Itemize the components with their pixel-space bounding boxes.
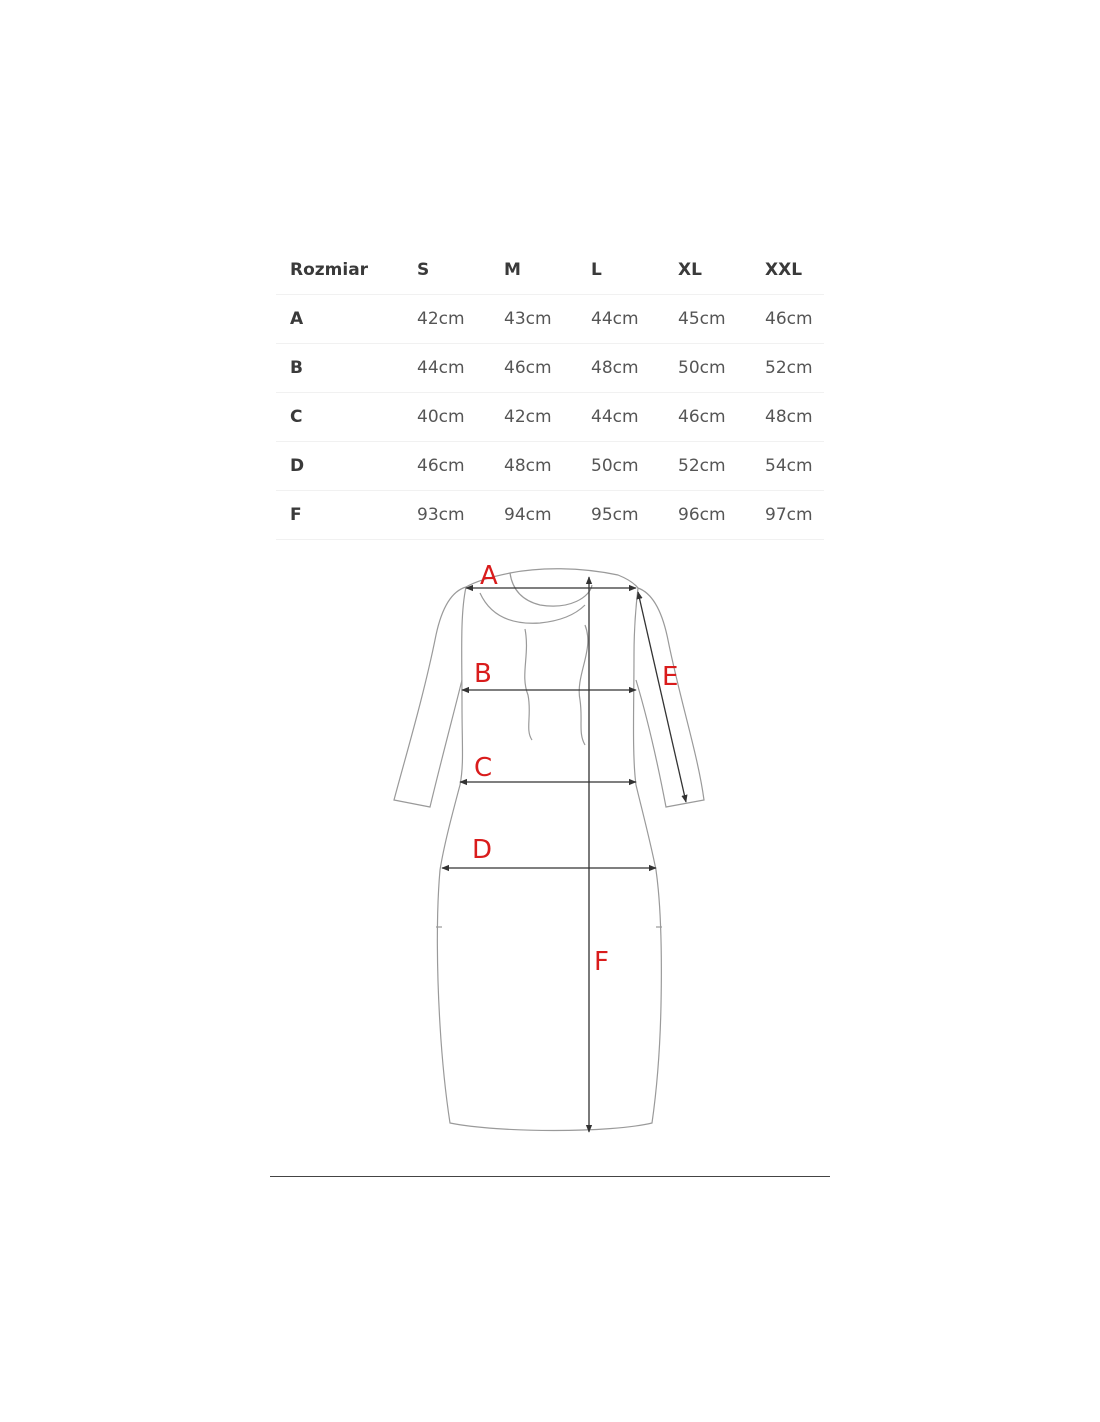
body-outline bbox=[437, 587, 661, 1131]
table-cell: 54cm bbox=[765, 442, 824, 491]
table-cell: 43cm bbox=[504, 295, 591, 344]
header-xl: XL bbox=[678, 246, 765, 295]
table-cell: 48cm bbox=[591, 344, 678, 393]
table-cell: 95cm bbox=[591, 491, 678, 540]
row-label: B bbox=[276, 344, 417, 393]
table-cell: 44cm bbox=[591, 393, 678, 442]
header-s: S bbox=[417, 246, 504, 295]
tie-outline bbox=[525, 629, 532, 740]
label-d: D bbox=[472, 835, 493, 865]
table-cell: 46cm bbox=[678, 393, 765, 442]
table-cell: 46cm bbox=[417, 442, 504, 491]
table-row bbox=[276, 491, 824, 540]
table-cell: 50cm bbox=[678, 344, 765, 393]
table-cell: 94cm bbox=[504, 491, 591, 540]
row-label: A bbox=[276, 295, 417, 344]
table-row bbox=[276, 344, 824, 393]
table-cell: 45cm bbox=[678, 295, 765, 344]
right-sleeve-outline bbox=[636, 588, 704, 807]
collar-fold-outline bbox=[510, 573, 592, 606]
bottom-divider bbox=[270, 1176, 830, 1177]
label-e: E bbox=[662, 662, 679, 692]
table-cell: 93cm bbox=[417, 491, 504, 540]
dress-measurement-diagram bbox=[380, 555, 720, 1145]
header-size: Rozmiar bbox=[276, 246, 417, 295]
arrow-e bbox=[638, 592, 686, 802]
table-row bbox=[276, 442, 824, 491]
table-cell: 44cm bbox=[417, 344, 504, 393]
table-cell: 52cm bbox=[678, 442, 765, 491]
table-cell: 96cm bbox=[678, 491, 765, 540]
header-xxl: XXL bbox=[765, 246, 824, 295]
table-cell: 97cm bbox=[765, 491, 824, 540]
row-label: D bbox=[276, 442, 417, 491]
header-m: M bbox=[504, 246, 591, 295]
table-cell: 44cm bbox=[591, 295, 678, 344]
size-table bbox=[276, 246, 824, 540]
table-cell: 48cm bbox=[765, 393, 824, 442]
table-cell: 40cm bbox=[417, 393, 504, 442]
table-cell: 52cm bbox=[765, 344, 824, 393]
row-label: F bbox=[276, 491, 417, 540]
label-c: C bbox=[474, 753, 493, 783]
table-cell: 42cm bbox=[504, 393, 591, 442]
table-cell: 48cm bbox=[504, 442, 591, 491]
table-cell: 46cm bbox=[504, 344, 591, 393]
label-b: B bbox=[474, 659, 492, 689]
table-cell: 42cm bbox=[417, 295, 504, 344]
table-row bbox=[276, 295, 824, 344]
label-a: A bbox=[480, 561, 498, 591]
tie-outline bbox=[579, 625, 588, 745]
measurement-labels bbox=[472, 561, 678, 977]
table-header-row bbox=[276, 246, 824, 295]
table-cell: 46cm bbox=[765, 295, 824, 344]
left-sleeve-outline bbox=[394, 587, 466, 807]
row-label: C bbox=[276, 393, 417, 442]
table-cell: 50cm bbox=[591, 442, 678, 491]
table-row bbox=[276, 393, 824, 442]
collar-inner-outline bbox=[480, 593, 585, 623]
header-l: L bbox=[591, 246, 678, 295]
dress-outline bbox=[394, 569, 704, 1131]
label-f: F bbox=[594, 947, 609, 977]
